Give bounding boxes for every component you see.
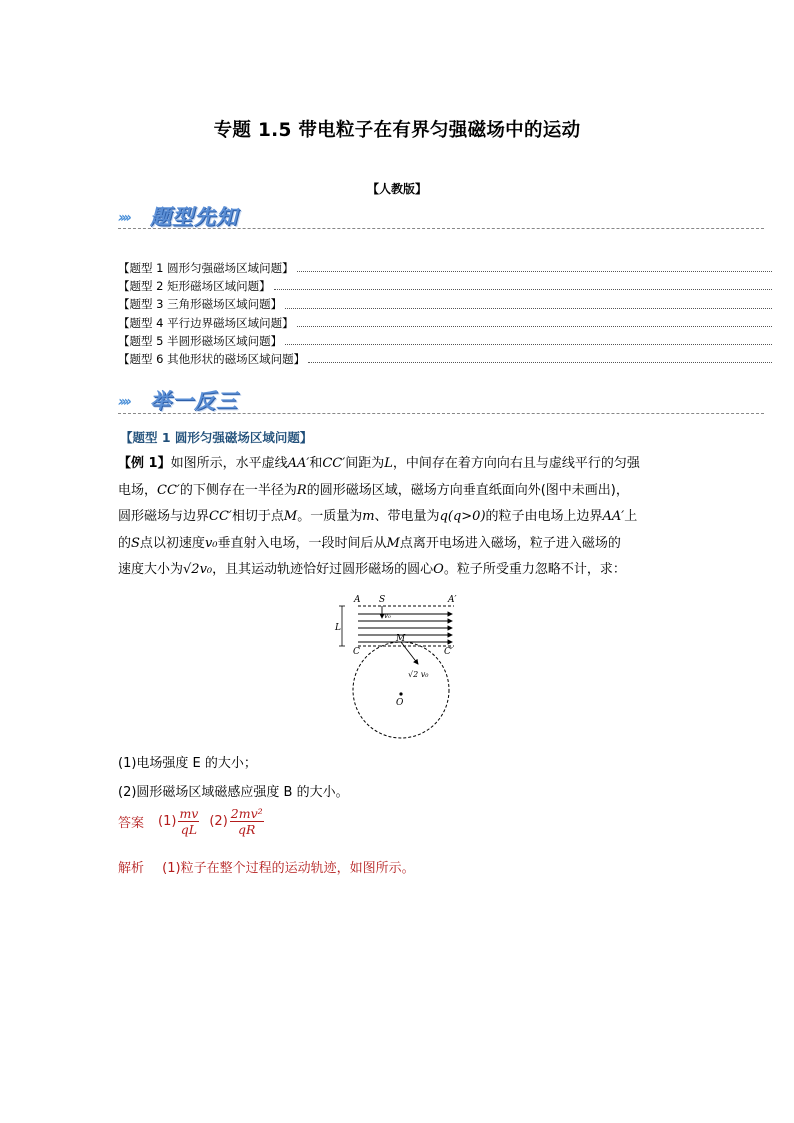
toc-item[interactable] — [118, 332, 774, 350]
label-C: C — [353, 647, 360, 657]
center-point — [399, 692, 402, 695]
section-heading: 【题型 1 圆形匀强磁场区域问题】 — [120, 430, 313, 445]
toc-item-label: 【题型 3 三角形磁场区域问题】 — [118, 297, 283, 312]
toc-item[interactable] — [118, 350, 774, 368]
label-speed: √2 v₀ — [408, 670, 429, 679]
table-of-contents — [118, 259, 774, 368]
banner-arrows-icon: ›››› — [118, 210, 130, 226]
toc-item[interactable] — [118, 259, 774, 277]
label-M: M — [396, 634, 406, 644]
question-1: (1)电场强度 E 的大小； — [118, 756, 257, 771]
toc-leader — [308, 350, 772, 363]
banner-text: 举一反三 — [150, 389, 238, 413]
answer-part-1: (1) — [158, 814, 177, 829]
example-tag: 【例 1】 — [118, 456, 171, 471]
question-2: (2)圆形磁场区域磁感应强度 B 的大小。 — [118, 785, 349, 800]
analysis-text: (1)粒子在整个过程的运动轨迹，如图所示。 — [162, 861, 415, 876]
label-C-prime: C′ — [444, 647, 453, 657]
label-v0: v₀ — [384, 612, 391, 620]
magnetic-field-circle — [353, 642, 449, 738]
banner-arrows-icon: ›››› — [118, 394, 130, 410]
banner-question-types — [118, 200, 318, 230]
toc-leader — [297, 259, 772, 272]
toc-item-label: 【题型 2 矩形磁场区域问题】 — [118, 279, 271, 294]
toc-item[interactable] — [118, 277, 774, 295]
toc-leader — [274, 277, 772, 290]
toc-leader — [285, 295, 772, 308]
label-A-prime: A′ — [448, 595, 457, 605]
example-problem-text: 【例 1】如图所示，水平虚线AA′和CC′间距为L，中间存在着方向向右且与虚线平行的匀强 电场，CC′的下侧存在一半径为R的圆形磁场区域，磁场方向垂直纸面向外(图中未画出)， 圆形磁场与边界CC′相切于点M。一质量为m、带电量为q(q>0)的粒子由电场上边界AA′上 的S点以初速度v₀垂直射入电场，一段时间后从M点离开电场进入磁场，粒子进入磁场的 速度大小为√2v₀，且其运动轨迹恰好过圆形磁场的圆心O。粒子所受重力忽略不计，求： — [118, 456, 640, 577]
toc-item-label: 【题型 5 半圆形磁场区域问题】 — [118, 333, 283, 348]
answer-line — [118, 806, 266, 837]
answer-part-2: (2) — [209, 814, 228, 829]
banner-examples — [118, 384, 318, 414]
label-A: A — [354, 595, 361, 605]
toc-item[interactable] — [118, 295, 774, 313]
physics-diagram — [330, 590, 470, 746]
banner-text: 题型先知 — [150, 205, 238, 229]
answer-fraction-1: $\frac{mv}{qL}$ — [179, 806, 199, 837]
velocity-arrow-M — [401, 642, 418, 664]
toc-item-label: 【题型 6 其他形状的磁场区域问题】 — [118, 351, 306, 366]
toc-item-label: 【题型 1 圆形匀强磁场区域问题】 — [118, 261, 294, 275]
edition-label: 【人教版】 — [366, 182, 427, 196]
analysis-label: 解析 — [118, 861, 145, 876]
divider — [118, 228, 764, 229]
toc-item-label: 【题型 4 平行边界磁场区域问题】 — [118, 315, 294, 330]
toc-leader — [297, 314, 772, 327]
label-L: L — [335, 623, 341, 633]
toc-item[interactable] — [118, 314, 774, 332]
page-title: 专题 1.5 带电粒子在有界匀强磁场中的运动 — [213, 120, 581, 141]
toc-leader — [285, 332, 772, 345]
label-S: S — [379, 595, 386, 605]
divider — [118, 413, 764, 414]
answer-fraction-2: $\frac{\text{2mv²}}{qR}$ — [230, 806, 263, 837]
label-O: O — [396, 698, 404, 708]
analysis-line — [118, 857, 415, 876]
answer-label: 答案 — [118, 816, 145, 831]
